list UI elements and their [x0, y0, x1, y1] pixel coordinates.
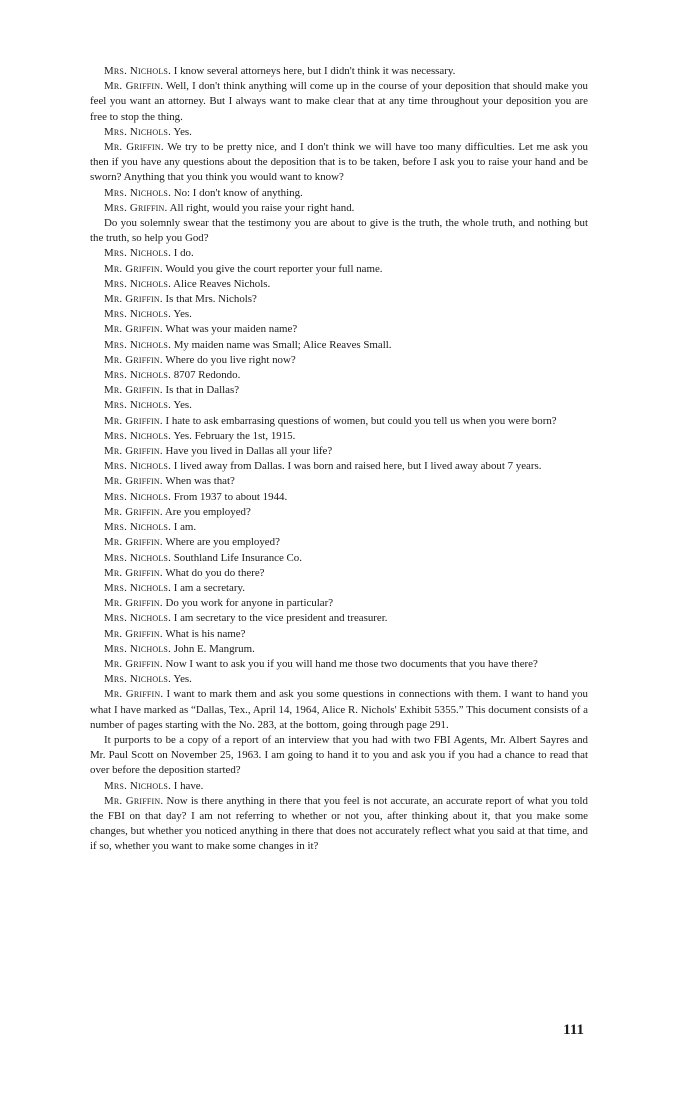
transcript-paragraph — [90, 459, 588, 474]
paragraph-text: Where are you employed? — [165, 536, 280, 549]
transcript-paragraph — [90, 581, 588, 596]
paragraph-text: John E. Mangrum. — [173, 642, 255, 655]
paragraph-text: What was your maiden name? — [165, 323, 298, 336]
speaker-label: Mr. Griffin. — [104, 627, 163, 640]
transcript-paragraph — [90, 368, 588, 383]
transcript-paragraph — [90, 353, 588, 368]
paragraph-text: What is his name? — [165, 627, 246, 640]
paragraph-text: Alice Reaves Nichols. — [173, 277, 271, 290]
speaker-label: Mr. Griffin. — [104, 536, 163, 549]
speaker-label: Mrs. Nichols. — [104, 125, 171, 138]
transcript-paragraph — [90, 398, 588, 413]
paragraph-text: From 1937 to about 1944. — [173, 490, 288, 503]
speaker-label: Mrs. Nichols. — [104, 247, 171, 260]
speaker-label: Mr. Griffin. — [104, 262, 163, 275]
paragraph-text: I am a secretary. — [173, 581, 245, 594]
transcript-paragraph — [90, 596, 588, 611]
speaker-label: Mr. Griffin. — [104, 384, 163, 397]
speaker-label: Mr. Griffin. — [104, 657, 163, 670]
paragraph-text: We try to be pretty nice, and I don't think we will have too many difficulties. Let me ask you then if you have any questions about the deposition that is to be taken, before I ask you to raise your hand and be sworn? Anything that you think you would want to know? — [90, 141, 589, 184]
paragraph-text: I know several attorneys here, but I didn't think it was necessary. — [173, 65, 456, 77]
transcript-paragraph — [90, 642, 588, 657]
paragraph-text: Yes. — [173, 125, 192, 138]
transcript-paragraph — [90, 566, 588, 581]
transcript-paragraph — [90, 535, 588, 550]
paragraph-text: I am secretary to the vice president and treasurer. — [173, 612, 388, 625]
speaker-label: Mrs. Nichols. — [104, 399, 171, 412]
transcript-paragraph — [90, 307, 588, 322]
transcript-paragraph — [90, 444, 588, 459]
speaker-label: Mrs. Nichols. — [104, 338, 171, 351]
transcript-paragraph — [90, 64, 588, 79]
speaker-label: Mr. Griffin. — [104, 794, 164, 807]
transcript-paragraph — [90, 338, 588, 353]
speaker-label: Mr. Griffin. — [104, 445, 163, 458]
transcript-paragraph — [90, 414, 588, 429]
speaker-label: Mr. Griffin. — [104, 597, 163, 610]
transcript-paragraph — [90, 551, 588, 566]
speaker-label: Mr. Griffin. — [104, 505, 163, 518]
transcript-paragraph — [90, 201, 588, 216]
paragraph-text: Southland Life Insurance Co. — [173, 551, 302, 564]
speaker-label: Mrs. Nichols. — [104, 673, 171, 686]
transcript-paragraph — [90, 262, 588, 277]
paragraph-text: Now is there anything in there that you feel is not accurate, an accurate report of what you told the FBI on that day? I am not referring to whether or not you, after thinking about it, that you make some changes, but whether you noticed anything in there that does not accurately reflect what you said at that time, and if so, whether you want to make some changes in it? — [90, 794, 588, 853]
speaker-label: Mrs. Nichols. — [104, 612, 171, 625]
speaker-label: Mrs. Griffin. — [104, 201, 168, 214]
transcript-paragraph — [90, 687, 588, 733]
speaker-label: Mr. Griffin. — [104, 688, 164, 701]
paragraph-text: Yes. — [173, 308, 192, 321]
paragraph-text: My maiden name was Small; Alice Reaves Small. — [173, 338, 392, 351]
paragraph-text: It purports to be a copy of a report of an interview that you had with two FBI Agents, Mr. Albert Sayres and Mr. Paul Scott on November 25, 1963. I am going to hand it to you and ask you if you had a chance to read that over before the deposition started? — [90, 733, 588, 777]
transcript-paragraph — [90, 429, 588, 444]
speaker-label: Mr. Griffin. — [104, 414, 163, 427]
paragraph-text: I want to mark them and ask you some questions in connections with them. I want to hand you what I have marked as “Dallas, Tex., April 14, 1964, Alice R. Nichols' Exhibit 5355.” This document consists of a number of pages starting with the No. 283, at the bottom, going through page 291. — [90, 688, 588, 731]
speaker-label: Mrs. Nichols. — [104, 429, 171, 442]
paragraph-text: Is that Mrs. Nichols? — [165, 293, 257, 306]
transcript-paragraph — [90, 627, 588, 642]
paragraph-text: Where do you live right now? — [165, 353, 296, 366]
paragraph-text: Do you work for anyone in particular? — [165, 597, 334, 610]
paragraph-text: All right, would you raise your right hand. — [169, 201, 355, 214]
transcript-paragraph — [90, 490, 588, 505]
speaker-label: Mr. Griffin. — [104, 80, 164, 93]
speaker-label: Mr. Griffin. — [104, 141, 164, 154]
paragraph-text: Now I want to ask you if you will hand me those two documents that you have there? — [165, 657, 538, 670]
speaker-label: Mr. Griffin. — [104, 323, 163, 336]
transcript-paragraph — [90, 186, 588, 201]
speaker-label: Mr. Griffin. — [104, 353, 163, 366]
paragraph-text: Have you lived in Dallas all your life? — [165, 445, 333, 458]
speaker-label: Mrs. Nichols. — [104, 521, 171, 534]
transcript-paragraph — [90, 246, 588, 261]
transcript-paragraph — [90, 322, 588, 337]
transcript-paragraph — [90, 216, 588, 246]
speaker-label: Mrs. Nichols. — [104, 581, 171, 594]
transcript-paragraph — [90, 505, 588, 520]
speaker-label: Mrs. Nichols. — [104, 779, 171, 792]
paragraph-text: Yes. February the 1st, 1915. — [173, 429, 296, 442]
speaker-label: Mr. Griffin. — [104, 475, 163, 488]
paragraph-text: Well, I don't think anything will come up in the course of your deposition that should make you feel you want an attorney. But I always want to make clear that at any time throughout your deposition you are free to stop the thing. — [90, 80, 588, 123]
transcript-paragraph — [90, 794, 588, 855]
speaker-label: Mrs. Nichols. — [104, 551, 171, 564]
paragraph-text: I have. — [173, 779, 204, 792]
speaker-label: Mrs. Nichols. — [104, 277, 171, 290]
transcript-paragraph — [90, 140, 588, 186]
transcript-paragraph — [90, 733, 588, 779]
transcript-paragraph — [90, 611, 588, 626]
paragraph-text: When was that? — [165, 475, 235, 488]
speaker-label: Mr. Griffin. — [104, 293, 163, 306]
speaker-label: Mr. Griffin. — [104, 566, 163, 579]
paragraph-text: Is that in Dallas? — [165, 384, 240, 397]
speaker-label: Mrs. Nichols. — [104, 642, 171, 655]
transcript-paragraph — [90, 79, 588, 125]
page-number: 111 — [563, 1022, 584, 1038]
transcript-body — [90, 64, 588, 855]
paragraph-text: Are you employed? — [164, 505, 251, 518]
transcript-paragraph — [90, 520, 588, 535]
transcript-paragraph — [90, 277, 588, 292]
transcript-paragraph — [90, 383, 588, 398]
transcript-paragraph — [90, 672, 588, 687]
paragraph-text: 8707 Redondo. — [173, 369, 241, 382]
paragraph-text: Would you give the court reporter your full name. — [165, 262, 383, 275]
speaker-label: Mrs. Nichols. — [104, 65, 171, 77]
paragraph-text: Yes. — [173, 399, 192, 412]
transcript-paragraph — [90, 292, 588, 307]
speaker-label: Mrs. Nichols. — [104, 369, 171, 382]
paragraph-text: No: I don't know of anything. — [173, 186, 303, 199]
speaker-label: Mrs. Nichols. — [104, 308, 171, 321]
paragraph-text: I hate to ask embarrasing questions of women, but could you tell us when you were born? — [165, 414, 557, 427]
paragraph-text: Do you solemnly swear that the testimony you are about to give is the truth, the whole truth, and nothing but the truth, so help you God? — [90, 217, 588, 245]
speaker-label: Mrs. Nichols. — [104, 460, 171, 473]
speaker-label: Mrs. Nichols. — [104, 490, 171, 503]
paragraph-text: What do you do there? — [165, 566, 265, 579]
speaker-label: Mrs. Nichols. — [104, 186, 171, 199]
paragraph-text: Yes. — [173, 673, 192, 686]
paragraph-text: I am. — [173, 521, 197, 534]
transcript-paragraph — [90, 474, 588, 489]
paragraph-text: I do. — [173, 247, 194, 260]
transcript-paragraph — [90, 125, 588, 140]
transcript-paragraph — [90, 779, 588, 794]
transcript-paragraph — [90, 657, 588, 672]
paragraph-text: I lived away from Dallas. I was born and raised here, but I lived away about 7 years. — [173, 460, 542, 473]
